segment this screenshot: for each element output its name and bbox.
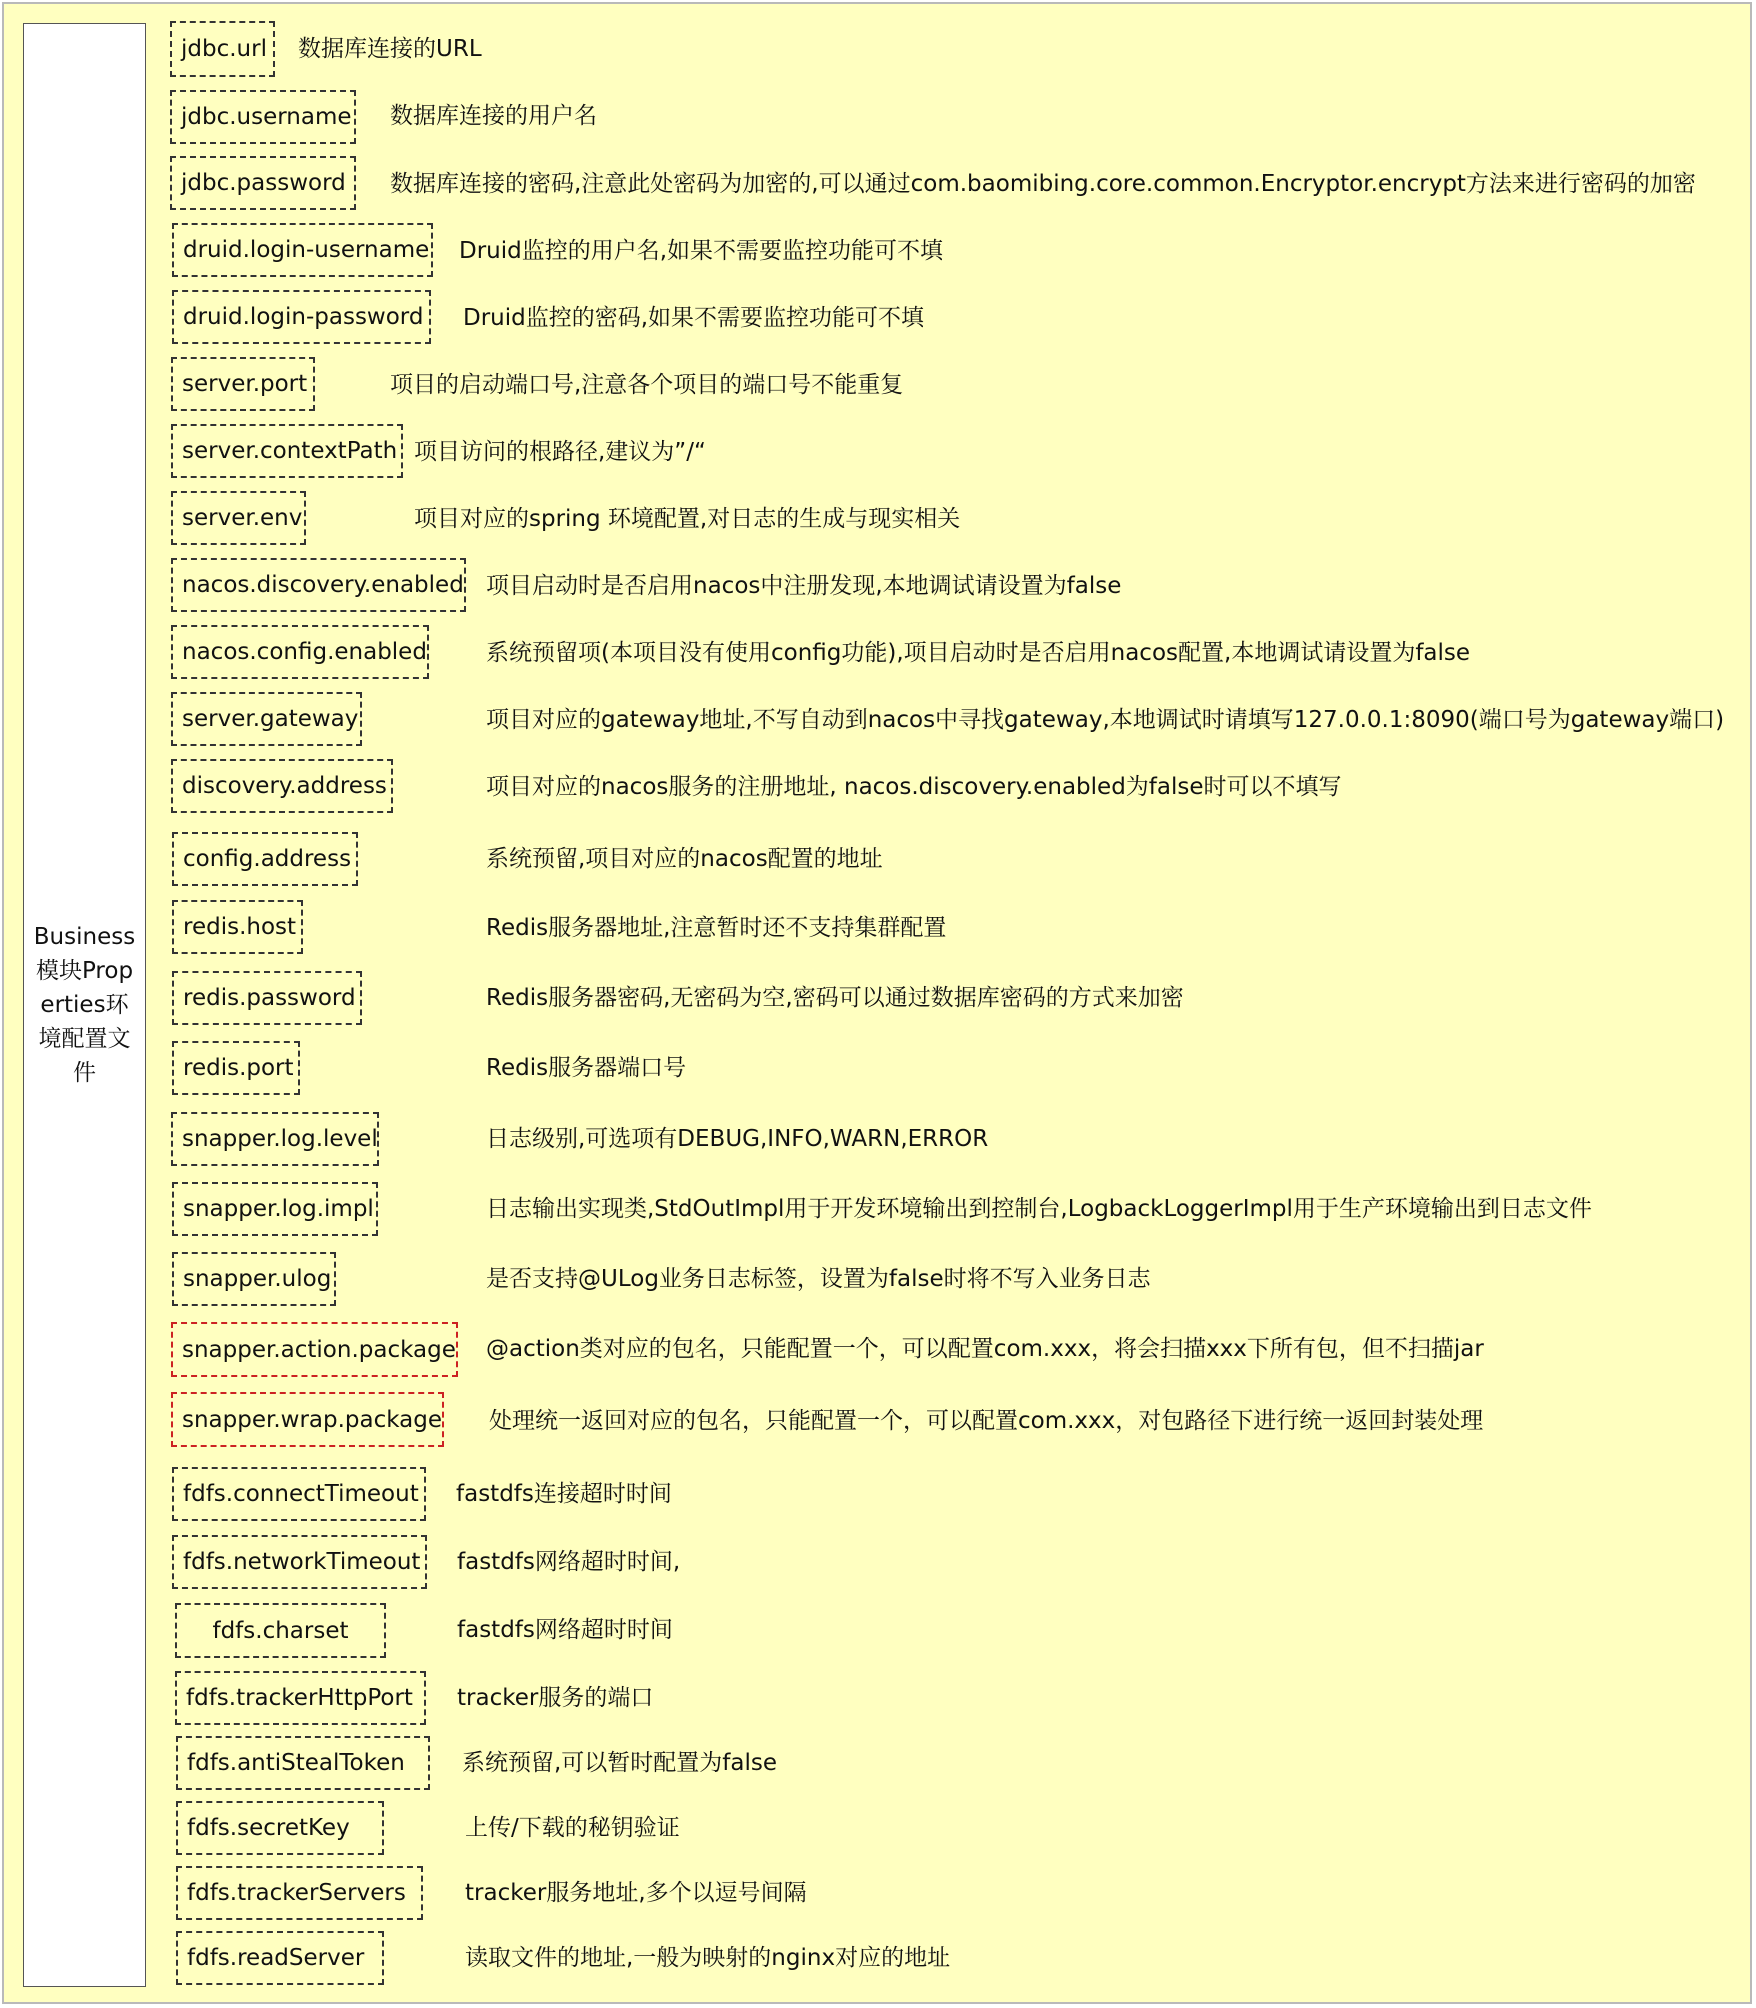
- config-key-box: server.contextPath: [171, 424, 403, 478]
- config-key-box-highlighted: snapper.action.package: [171, 1322, 458, 1377]
- config-key-box: server.gateway: [171, 692, 362, 746]
- config-description: Druid监控的用户名,如果不需要监控功能可不填: [459, 238, 944, 264]
- config-description: 系统预留项(本项目没有使用config功能),项目启动时是否启用nacos配置,本地调试请设置为false: [486, 640, 1471, 666]
- config-description: tracker服务地址,多个以逗号间隔: [465, 1880, 807, 1906]
- config-description: 项目对应的spring 环境配置,对日志的生成与现实相关: [414, 506, 961, 532]
- config-key-box: server.port: [171, 357, 315, 411]
- config-description: 处理统一返回对应的包名，只能配置一个，可以配置com.xxx，对包路径下进行统一返回封装处理: [489, 1408, 1484, 1434]
- config-description: 是否支持@ULog业务日志标签，设置为false时将不写入业务日志: [486, 1266, 1151, 1292]
- config-description: 系统预留,项目对应的nacos配置的地址: [486, 846, 883, 872]
- config-key-box: fdfs.antiStealToken: [176, 1736, 430, 1790]
- config-key-box: fdfs.secretKey: [176, 1801, 384, 1855]
- config-description: Redis服务器密码,无密码为空,密码可以通过数据库密码的方式来加密: [486, 985, 1184, 1011]
- config-key-box: redis.password: [172, 971, 362, 1025]
- config-description: fastdfs网络超时时间: [457, 1617, 673, 1643]
- config-description: 项目访问的根路径,建议为”/“: [414, 439, 706, 465]
- config-description: 数据库连接的URL: [298, 36, 482, 62]
- config-description: fastdfs网络超时时间,: [457, 1549, 681, 1575]
- config-key-box: snapper.ulog: [172, 1252, 336, 1306]
- side-panel-label: Business模块Properties环境配置文件: [33, 924, 136, 1086]
- config-key-box: nacos.discovery.enabled: [171, 558, 466, 612]
- config-description: 项目对应的nacos服务的注册地址, nacos.discovery.enabled为false时可以不填写: [486, 774, 1342, 800]
- config-description: 读取文件的地址,一般为映射的nginx对应的地址: [465, 1945, 951, 1971]
- config-key-box: fdfs.trackerServers: [176, 1866, 423, 1920]
- config-key-box: druid.login-password: [172, 290, 431, 344]
- config-key-box: fdfs.trackerHttpPort: [175, 1671, 426, 1725]
- config-key-box: redis.port: [172, 1041, 300, 1095]
- config-key-box: fdfs.connectTimeout: [172, 1467, 426, 1521]
- config-key-box: config.address: [172, 832, 358, 886]
- config-key-box: fdfs.readServer: [176, 1931, 384, 1985]
- config-key-box: redis.host: [172, 900, 303, 954]
- config-description: 上传/下载的秘钥验证: [465, 1815, 680, 1841]
- config-description: @action类对应的包名，只能配置一个，可以配置com.xxx，将会扫描xxx下所有包，但不扫描jar: [486, 1336, 1484, 1362]
- side-panel: [23, 23, 146, 1987]
- config-description: Redis服务器地址,注意暂时还不支持集群配置: [486, 915, 947, 941]
- config-key-box: snapper.log.impl: [172, 1182, 378, 1236]
- config-description: tracker服务的端口: [457, 1685, 654, 1711]
- config-description: 项目对应的gateway地址,不写自动到nacos中寻找gateway,本地调试时请填写127.0.0.1:8090(端口号为gateway端口): [486, 707, 1725, 733]
- config-description: 项目启动时是否启用nacos中注册发现,本地调试请设置为false: [486, 573, 1122, 599]
- config-key-box: server.env: [171, 491, 306, 545]
- config-key-box: discovery.address: [171, 759, 393, 813]
- config-key-box-highlighted: snapper.wrap.package: [171, 1392, 444, 1447]
- config-key-box: druid.login-username: [172, 223, 433, 277]
- config-description: 项目的启动端口号,注意各个项目的端口号不能重复: [390, 372, 904, 398]
- diagram-canvas: [2, 2, 1752, 2004]
- config-key-box: snapper.log.level: [171, 1112, 379, 1166]
- config-key-box: jdbc.url: [170, 21, 275, 77]
- config-description: 数据库连接的用户名: [390, 103, 597, 129]
- config-description: 数据库连接的密码,注意此处密码为加密的,可以通过com.baomibing.core.common.Encryptor.encrypt方法来进行密码的加密: [390, 171, 1696, 197]
- config-description: Druid监控的密码,如果不需要监控功能可不填: [463, 305, 925, 331]
- config-key-box: jdbc.username: [170, 90, 356, 144]
- config-description: Redis服务器端口号: [486, 1055, 687, 1081]
- config-key-box: jdbc.password: [170, 156, 356, 210]
- config-key-box: fdfs.networkTimeout: [172, 1535, 427, 1589]
- config-key-box: fdfs.charset: [175, 1603, 386, 1658]
- config-description: 日志级别,可选项有DEBUG,INFO,WARN,ERROR: [486, 1126, 989, 1152]
- config-key-box: nacos.config.enabled: [171, 625, 429, 679]
- config-description: 日志输出实现类,StdOutImpl用于开发环境输出到控制台,LogbackLoggerImpl用于生产环境输出到日志文件: [486, 1196, 1592, 1222]
- config-description: fastdfs连接超时时间: [456, 1481, 672, 1507]
- config-description: 系统预留,可以暂时配置为false: [462, 1750, 778, 1776]
